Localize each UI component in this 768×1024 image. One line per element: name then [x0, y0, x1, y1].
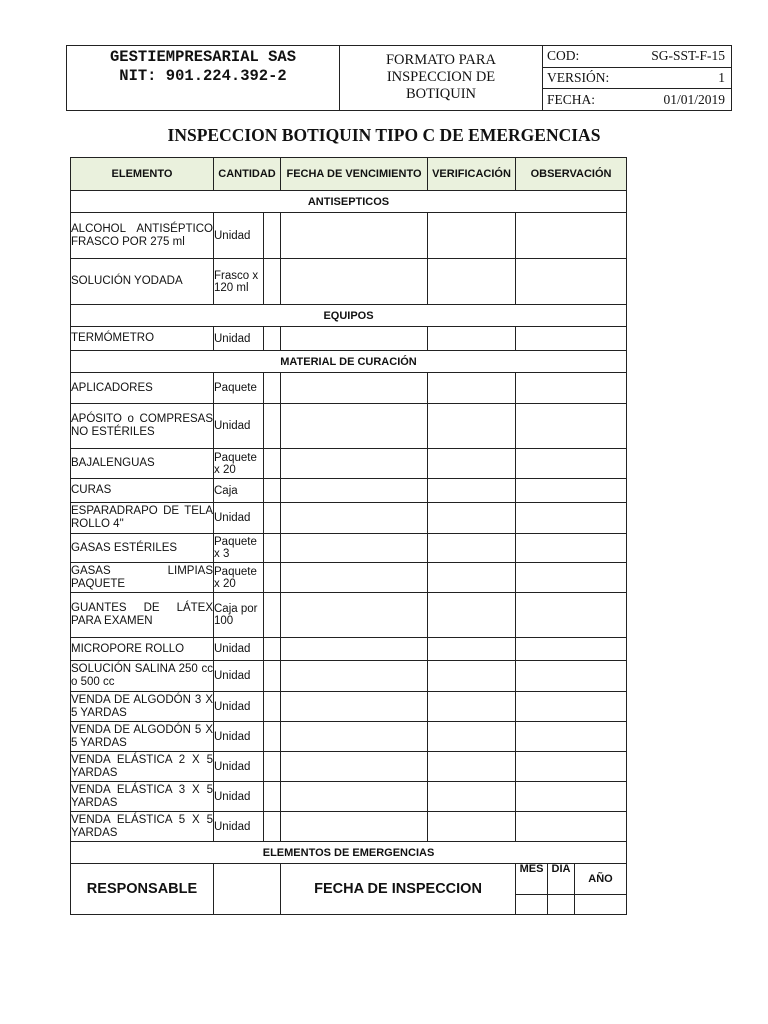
- cod-value: SG-SST-F-15: [651, 48, 725, 64]
- fecha-cell[interactable]: [281, 213, 428, 259]
- fecha-value: 01/01/2019: [663, 91, 725, 107]
- item-name: GASAS LIMPIAS PAQUETE: [71, 563, 214, 593]
- item-name: SOLUCIÓN YODADA: [71, 259, 214, 305]
- company-nit: NIT: 901.224.392-2: [119, 67, 287, 85]
- table-row: [71, 661, 627, 692]
- fecha-cell[interactable]: [281, 449, 428, 479]
- item-unit: Paquete x 3: [214, 534, 264, 563]
- format-title-block: [340, 46, 543, 110]
- fecha-label: FECHA:: [547, 91, 596, 107]
- dia-field[interactable]: [548, 895, 575, 915]
- meta-fecha-row: [543, 89, 731, 110]
- check-cell[interactable]: [264, 638, 281, 661]
- col-fecha-vencimiento: FECHA DE VENCIMIENTO: [281, 158, 428, 191]
- fecha-cell[interactable]: [281, 812, 428, 842]
- check-cell[interactable]: [264, 404, 281, 449]
- item-unit: Unidad: [214, 692, 264, 722]
- anio-field[interactable]: [575, 895, 627, 915]
- verificacion-cell[interactable]: [428, 692, 516, 722]
- table-header-row: [71, 158, 627, 191]
- table-row: [71, 692, 627, 722]
- item-unit: Unidad: [214, 782, 264, 812]
- fecha-cell[interactable]: [281, 692, 428, 722]
- check-cell[interactable]: [264, 449, 281, 479]
- company-block: [67, 46, 340, 110]
- document-meta: [543, 46, 731, 110]
- observacion-cell[interactable]: [516, 661, 627, 692]
- fecha-cell[interactable]: [281, 752, 428, 782]
- check-cell[interactable]: [264, 593, 281, 638]
- item-name: VENDA ELÁSTICA 5 X 5 YARDAS: [71, 812, 214, 842]
- check-cell[interactable]: [264, 722, 281, 752]
- dia-label: DIA: [548, 864, 575, 895]
- mes-label: MES: [516, 864, 548, 895]
- format-title-line2: INSPECCION DE: [386, 69, 496, 85]
- check-cell[interactable]: [264, 373, 281, 404]
- table-row: [71, 782, 627, 812]
- item-unit: Unidad: [214, 503, 264, 534]
- item-name: VENDA DE ALGODÓN 3 X 5 YARDAS: [71, 692, 214, 722]
- verificacion-cell[interactable]: [428, 373, 516, 404]
- meta-version-row: [543, 68, 731, 90]
- item-unit: Unidad: [214, 213, 264, 259]
- verificacion-cell[interactable]: [428, 782, 516, 812]
- format-title-line3: BOTIQUIN: [405, 86, 477, 102]
- footer-row: [71, 864, 627, 895]
- item-name: GUANTES DE LÁTEX PARA EXAMEN: [71, 593, 214, 638]
- fecha-cell[interactable]: [281, 503, 428, 534]
- observacion-cell[interactable]: [516, 593, 627, 638]
- observacion-cell[interactable]: [516, 449, 627, 479]
- item-name: SOLUCIÓN SALINA 250 cc o 500 cc: [71, 661, 214, 692]
- observacion-cell[interactable]: [516, 479, 627, 503]
- verificacion-cell[interactable]: [428, 213, 516, 259]
- observacion-cell[interactable]: [516, 213, 627, 259]
- fecha-cell[interactable]: [281, 534, 428, 563]
- version-value: 1: [718, 70, 725, 85]
- check-cell[interactable]: [264, 259, 281, 305]
- company-name: GESTIEMPRESARIAL SAS: [109, 48, 297, 66]
- responsable-field[interactable]: [214, 864, 281, 915]
- check-cell[interactable]: [264, 752, 281, 782]
- verificacion-cell[interactable]: [428, 479, 516, 503]
- mes-field[interactable]: [516, 895, 548, 915]
- check-cell[interactable]: [264, 661, 281, 692]
- verificacion-cell[interactable]: [428, 503, 516, 534]
- table-row: [71, 812, 627, 842]
- item-name: APÓSITO o COMPRESAS NO ESTÉRILES: [71, 404, 214, 449]
- meta-cod-row: [543, 46, 731, 68]
- item-unit: Unidad: [214, 661, 264, 692]
- verificacion-cell[interactable]: [428, 534, 516, 563]
- table-row: [71, 563, 627, 593]
- document-title: INSPECCION BOTIQUIN TIPO C DE EMERGENCIAS: [167, 125, 601, 145]
- item-name: ALCOHOL ANTISÉPTICO FRASCO POR 275 ml: [71, 213, 214, 259]
- observacion-cell[interactable]: [516, 503, 627, 534]
- item-unit: Unidad: [214, 812, 264, 842]
- fecha-cell[interactable]: [281, 479, 428, 503]
- check-cell[interactable]: [264, 327, 281, 351]
- col-verificacion: VERIFICACIÓN: [428, 158, 516, 191]
- verificacion-cell[interactable]: [428, 593, 516, 638]
- item-unit: Unidad: [214, 722, 264, 752]
- cod-label: COD:: [547, 48, 580, 64]
- item-name: CURAS: [71, 479, 214, 503]
- fecha-cell[interactable]: [281, 563, 428, 593]
- observacion-cell[interactable]: [516, 534, 627, 563]
- verificacion-cell[interactable]: [428, 449, 516, 479]
- verificacion-cell[interactable]: [428, 661, 516, 692]
- fecha-cell[interactable]: [281, 661, 428, 692]
- check-cell[interactable]: [264, 213, 281, 259]
- item-unit: Unidad: [214, 327, 264, 351]
- fecha-cell[interactable]: [281, 593, 428, 638]
- table-row: [71, 479, 627, 503]
- verificacion-cell[interactable]: [428, 752, 516, 782]
- col-cantidad: CANTIDAD: [214, 158, 281, 191]
- check-cell[interactable]: [264, 782, 281, 812]
- table-row: [71, 722, 627, 752]
- verificacion-cell[interactable]: [428, 638, 516, 661]
- table-row: [71, 449, 627, 479]
- item-unit: Paquete: [214, 373, 264, 404]
- item-name: BAJALENGUAS: [71, 449, 214, 479]
- observacion-cell[interactable]: [516, 638, 627, 661]
- item-name: GASAS ESTÉRILES: [71, 534, 214, 563]
- item-name: VENDA DE ALGODÓN 5 X 5 YARDAS: [71, 722, 214, 752]
- table-row: [71, 593, 627, 638]
- item-unit: Caja: [214, 479, 264, 503]
- table-row: [71, 373, 627, 404]
- check-cell[interactable]: [264, 563, 281, 593]
- col-elemento: ELEMENTO: [71, 158, 214, 191]
- verificacion-cell[interactable]: [428, 563, 516, 593]
- anio-label: AÑO: [575, 864, 627, 895]
- observacion-cell[interactable]: [516, 812, 627, 842]
- observacion-cell[interactable]: [516, 373, 627, 404]
- table-row: [71, 404, 627, 449]
- observacion-cell[interactable]: [516, 722, 627, 752]
- item-name: MICROPORE ROLLO: [71, 638, 214, 661]
- observacion-cell[interactable]: [516, 404, 627, 449]
- observacion-cell[interactable]: [516, 752, 627, 782]
- table-row: [71, 327, 627, 351]
- item-name: VENDA ELÁSTICA 2 X 5 YARDAS: [71, 752, 214, 782]
- item-name: APLICADORES: [71, 373, 214, 404]
- table-row: [71, 259, 627, 305]
- responsable-label: RESPONSABLE: [71, 864, 214, 915]
- table-row: [71, 213, 627, 259]
- table-row: [71, 752, 627, 782]
- item-unit: Paquete x 20: [214, 449, 264, 479]
- verificacion-cell[interactable]: [428, 722, 516, 752]
- section-material-curacion: MATERIAL DE CURACIÓN: [71, 351, 627, 373]
- table-row: [71, 638, 627, 661]
- section-equipos: EQUIPOS: [71, 305, 627, 327]
- fecha-cell[interactable]: [281, 327, 428, 351]
- format-title-line1: FORMATO PARA: [385, 52, 496, 68]
- document-header: [66, 45, 732, 111]
- check-cell[interactable]: [264, 503, 281, 534]
- item-unit: Caja por 100: [214, 593, 264, 638]
- fecha-inspeccion-label: FECHA DE INSPECCION: [281, 864, 516, 915]
- table-row: [71, 534, 627, 563]
- item-unit: Unidad: [214, 404, 264, 449]
- inspection-table: [70, 157, 627, 915]
- verificacion-cell[interactable]: [428, 327, 516, 351]
- section-elementos-emergencias: ELEMENTOS DE EMERGENCIAS: [71, 842, 627, 864]
- item-unit: Unidad: [214, 638, 264, 661]
- observacion-cell[interactable]: [516, 259, 627, 305]
- check-cell[interactable]: [264, 479, 281, 503]
- col-observacion: OBSERVACIÓN: [516, 158, 627, 191]
- verificacion-cell[interactable]: [428, 259, 516, 305]
- fecha-cell[interactable]: [281, 259, 428, 305]
- fecha-cell[interactable]: [281, 638, 428, 661]
- item-name: VENDA ELÁSTICA 3 X 5 YARDAS: [71, 782, 214, 812]
- item-name: ESPARADRAPO DE TELA ROLLO 4": [71, 503, 214, 534]
- observacion-cell[interactable]: [516, 563, 627, 593]
- fecha-cell[interactable]: [281, 782, 428, 812]
- fecha-cell[interactable]: [281, 373, 428, 404]
- check-cell[interactable]: [264, 534, 281, 563]
- observacion-cell[interactable]: [516, 782, 627, 812]
- item-name: TERMÓMETRO: [71, 327, 214, 351]
- check-cell[interactable]: [264, 692, 281, 722]
- verificacion-cell[interactable]: [428, 812, 516, 842]
- fecha-cell[interactable]: [281, 722, 428, 752]
- verificacion-cell[interactable]: [428, 404, 516, 449]
- table-row: [71, 503, 627, 534]
- item-unit: Frasco x 120 ml: [214, 259, 264, 305]
- check-cell[interactable]: [264, 812, 281, 842]
- item-unit: Paquete x 20: [214, 563, 264, 593]
- item-unit: Unidad: [214, 752, 264, 782]
- observacion-cell[interactable]: [516, 692, 627, 722]
- version-label: VERSIÓN:: [547, 70, 610, 85]
- section-antisepticos: ANTISEPTICOS: [71, 191, 627, 213]
- fecha-cell[interactable]: [281, 404, 428, 449]
- observacion-cell[interactable]: [516, 327, 627, 351]
